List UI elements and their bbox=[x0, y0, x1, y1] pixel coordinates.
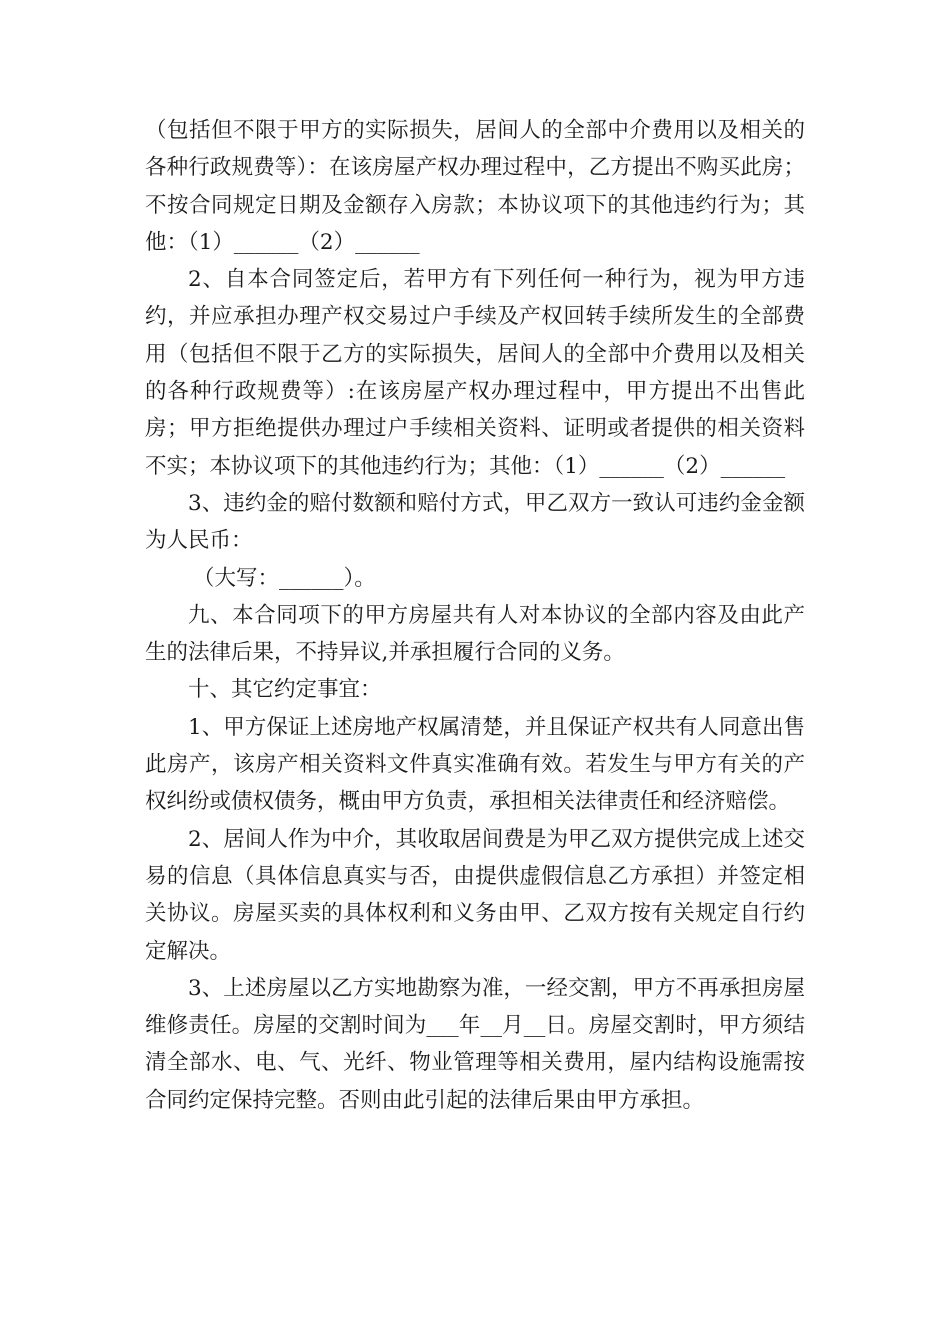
heading-section-ten: 十、其它约定事宜： bbox=[188, 677, 382, 703]
paragraph-party-a-breach: 2、自本合同签定后，若甲方有下列任何一种行为，视为甲方违约，并应承担办理产权交易过户手续及产权回转手续所发生的全部费用（包括但不限于乙方的实际损失，居间人的全部中介费用以及相关的各种行政规费等）:在该房屋产权办理过程中，甲方提出不出售此房；甲方拒绝提供办理过户手续相关资料、证明或者提供的相关资料不实；本协议项下的其他违约行为；其他：（1）______（2）______ bbox=[145, 267, 805, 479]
document-body bbox=[145, 112, 805, 1119]
paragraph-property-rights-guarantee: 1、甲方保证上述房地产权属清楚，并且保证产权共有人同意出售此房产，该房产相关资料文件真实准确有效。若发生与甲方有关的产权纠纷或债权债务，概由甲方负责，承担相关法律责任和经济赔偿。 bbox=[145, 714, 805, 815]
paragraph-section-nine: 九、本合同项下的甲方房屋共有人对本协议的全部内容及由此产生的法律后果，不持异议,并承担履行合同的义务。 bbox=[145, 602, 805, 666]
paragraph-continuation-penalty-clause: （包括但不限于甲方的实际损失，居间人的全部中介费用以及相关的各种行政规费等）：在该房屋产权办理过程中，乙方提出不购买此房；不按合同规定日期及金额存入房款；本协议项下的其他违约行为；其他：（1）______（2）______ bbox=[145, 118, 805, 255]
paragraph-penalty-amount: 3、违约金的赔付数额和赔付方式，甲乙双方一致认可违约金金额为人民币： bbox=[145, 490, 805, 554]
paragraph-intermediary-role: 2、居间人作为中介，其收取居间费是为甲乙双方提供完成上述交易的信息（具体信息真实与否，由提供虚假信息乙方承担）并签定相关协议。房屋买卖的具体权利和义务由甲、乙双方按有关规定自行约定解决。 bbox=[145, 826, 805, 964]
paragraph-amount-in-words: （大写：______）。 bbox=[193, 565, 376, 591]
paragraph-handover-terms: 3、上述房屋以乙方实地勘察为准，一经交割，甲方不再承担房屋维修责任。房屋的交割时间为___年__月__日。房屋交割时，甲方须结清全部水、电、气、光纤、物业管理等相关费用，屋内结构设施需按合同约定保持完整。否则由此引起的法律后果由甲方承担。 bbox=[145, 975, 805, 1113]
